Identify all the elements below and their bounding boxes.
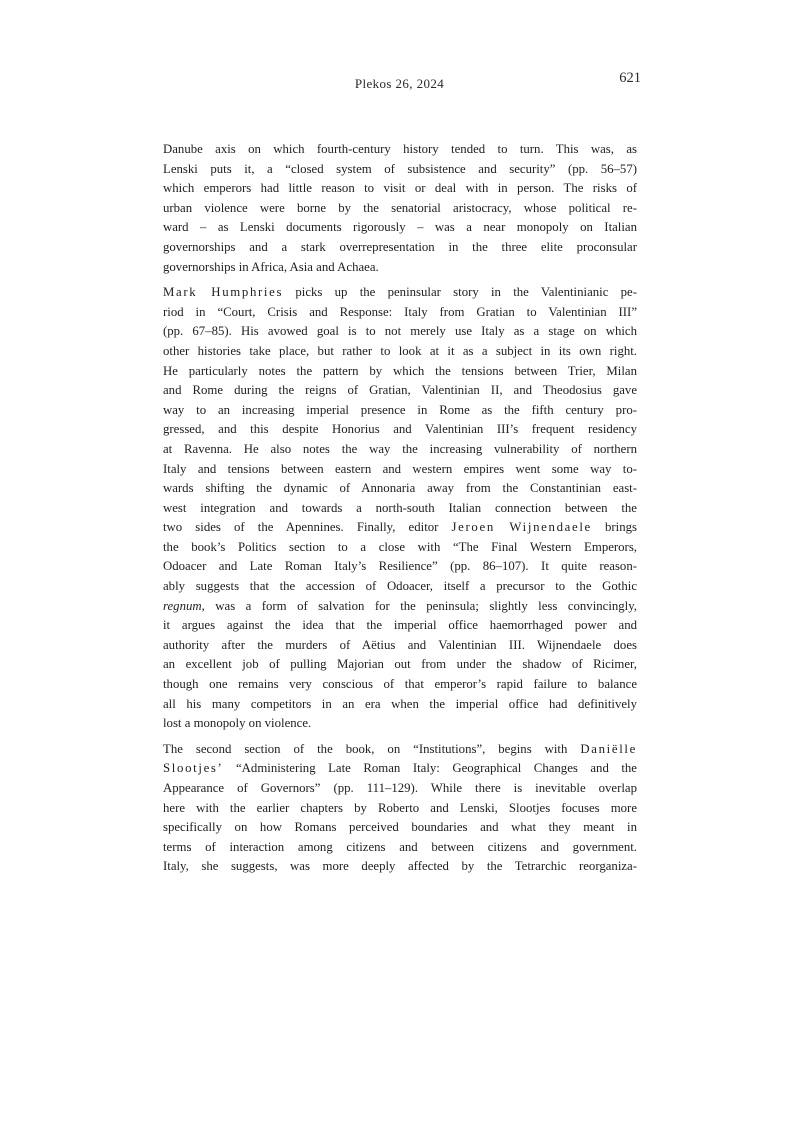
text-line — [163, 655, 637, 675]
text-segment: and Rome during the reigns of Gratian, Valentinian II, and Theodosius gave — [163, 383, 637, 398]
author-name-letterspaced: Slootjes’ — [163, 761, 224, 776]
text-segment: brings — [591, 520, 637, 535]
text-line — [163, 381, 637, 401]
text-segment: governorships and a stark overrepresentation in the three elite proconsular — [163, 239, 637, 254]
text-line — [163, 577, 637, 597]
text-line — [163, 460, 637, 480]
text-segment: Italy and tensions between eastern and western empires went some way to- — [163, 461, 637, 476]
text-segment: Appearance of Governors” (pp. 111–129). While there is inevitable overlap — [163, 781, 637, 795]
text-segment: governorships in Africa, Asia and Achaea. — [163, 259, 379, 274]
text-segment: specifically on how Romans perceived boundaries and what they meant in — [163, 820, 637, 835]
text-line — [163, 636, 637, 656]
text-line — [163, 440, 637, 460]
text-line — [163, 740, 637, 760]
text-segment: which emperors had little reason to visit or deal with in person. The risks of — [163, 181, 637, 196]
text-segment: ward – as Lenski documents rigorously – was a near monopoly on Italian — [163, 220, 637, 235]
text-line — [163, 518, 637, 538]
text-segment: it argues against the idea that the imperial office haemorrhaged power and — [163, 618, 637, 633]
text-segment: though one remains very conscious of that emperor’s rapid failure to balance — [163, 677, 637, 692]
text-line — [163, 160, 637, 180]
text-line — [163, 616, 637, 636]
text-segment: terms of interaction among citizens and between citizens and government. — [163, 839, 637, 854]
text-line — [163, 420, 637, 440]
text-line — [163, 401, 637, 421]
author-name-letterspaced: Daniëlle — [580, 741, 637, 756]
page-number: 621 — [619, 70, 641, 86]
text-segment: riod in “Court, Crisis and Response: Italy from Gratian to Valentinian III” — [163, 304, 637, 319]
text-segment: an excellent job of pulling Majorian out from under the shadow of Ricimer, — [163, 657, 637, 672]
text-line — [163, 818, 637, 838]
author-name-letterspaced: Mark Humphries — [163, 285, 284, 300]
text-segment: all his many competitors in an era when the imperial office had definitively — [163, 696, 637, 711]
text-segment: The second section of the book, on “Institutions”, begins with — [163, 741, 581, 756]
text-segment: Italy, she suggests, was more deeply affected by the Tetrarchic reorganiza- — [163, 859, 637, 874]
text-segment: Lenski puts it, a “closed system of subsistence and security” (pp. 56–57) — [163, 161, 637, 176]
text-segment: wards shifting the dynamic of Annonaria away from the Constantinian east- — [163, 481, 637, 496]
text-line — [163, 499, 637, 519]
text-line — [163, 779, 637, 799]
text-line — [163, 283, 637, 303]
text-line — [163, 322, 637, 342]
text-line — [163, 695, 637, 715]
text-segment: , was a form of salvation for the peninsula; slightly less convincingly, — [201, 598, 637, 613]
text-line — [163, 597, 637, 617]
text-segment: “Administering Late Roman Italy: Geographical Changes and the — [223, 761, 637, 776]
text-segment: ably suggests that the accession of Odoacer, itself a precursor to the Gothic — [163, 579, 637, 594]
author-name-letterspaced: Jeroen Wijnendaele — [451, 520, 592, 535]
text-line — [163, 218, 637, 238]
text-line — [163, 199, 637, 219]
paragraph — [163, 740, 637, 877]
text-line — [163, 759, 637, 779]
journal-running-head: Plekos 26, 2024 — [354, 76, 445, 91]
text-line — [163, 799, 637, 819]
text-line — [163, 857, 637, 877]
text-segment: (pp. 67–85). His avowed goal is to not merely use Italy as a stage on which — [163, 324, 637, 339]
text-line — [163, 479, 637, 499]
text-segment: He particularly notes the pattern by which the tensions between Trier, Milan — [163, 363, 637, 378]
text-segment: here with the earlier chapters by Roberto and Lenski, Slootjes focuses more — [163, 800, 637, 815]
text-line — [163, 557, 637, 577]
text-line — [163, 342, 637, 362]
text-line — [163, 838, 637, 858]
latin-term-italic: regnum — [163, 598, 202, 613]
text-segment: Odoacer and Late Roman Italy’s Resilience” (pp. 86–107). It quite reason- — [163, 559, 637, 574]
paragraph — [163, 283, 637, 734]
text-segment: picks up the peninsular story in the Valentinianic pe- — [283, 285, 637, 300]
text-segment: two sides of the Apennines. Finally, editor — [163, 520, 452, 535]
text-line — [163, 303, 637, 323]
text-segment: urban violence were borne by the senatorial aristocracy, whose political re- — [163, 200, 637, 215]
text-segment: west integration and towards a north-south Italian connection between the — [163, 500, 637, 515]
text-segment: authority after the murders of Aëtius and Valentinian III. Wijnendaele does — [163, 637, 637, 652]
text-line — [163, 140, 637, 160]
paragraph — [163, 140, 637, 277]
text-segment: the book’s Politics section to a close with “The Final Western Emperors, — [163, 539, 637, 554]
text-segment: gressed, and this despite Honorius and Valentinian III’s frequent residency — [163, 422, 637, 437]
text-line — [163, 538, 637, 558]
text-line — [163, 714, 637, 734]
text-segment: way to an increasing imperial presence in Rome as the fifth century pro- — [163, 402, 637, 417]
text-segment: at Ravenna. He also notes the way the increasing vulnerability of northern — [163, 441, 637, 456]
text-segment: other histories take place, but rather to look at it as a subject in its own right. — [163, 343, 637, 358]
text-line — [163, 362, 637, 382]
text-line — [163, 258, 637, 278]
text-line — [163, 675, 637, 695]
text-line — [163, 179, 637, 199]
body-text — [163, 140, 637, 883]
text-segment: Danube axis on which fourth-century history tended to turn. This was, as — [163, 142, 637, 156]
text-line — [163, 238, 637, 258]
text-segment: lost a monopoly on violence. — [163, 716, 312, 731]
